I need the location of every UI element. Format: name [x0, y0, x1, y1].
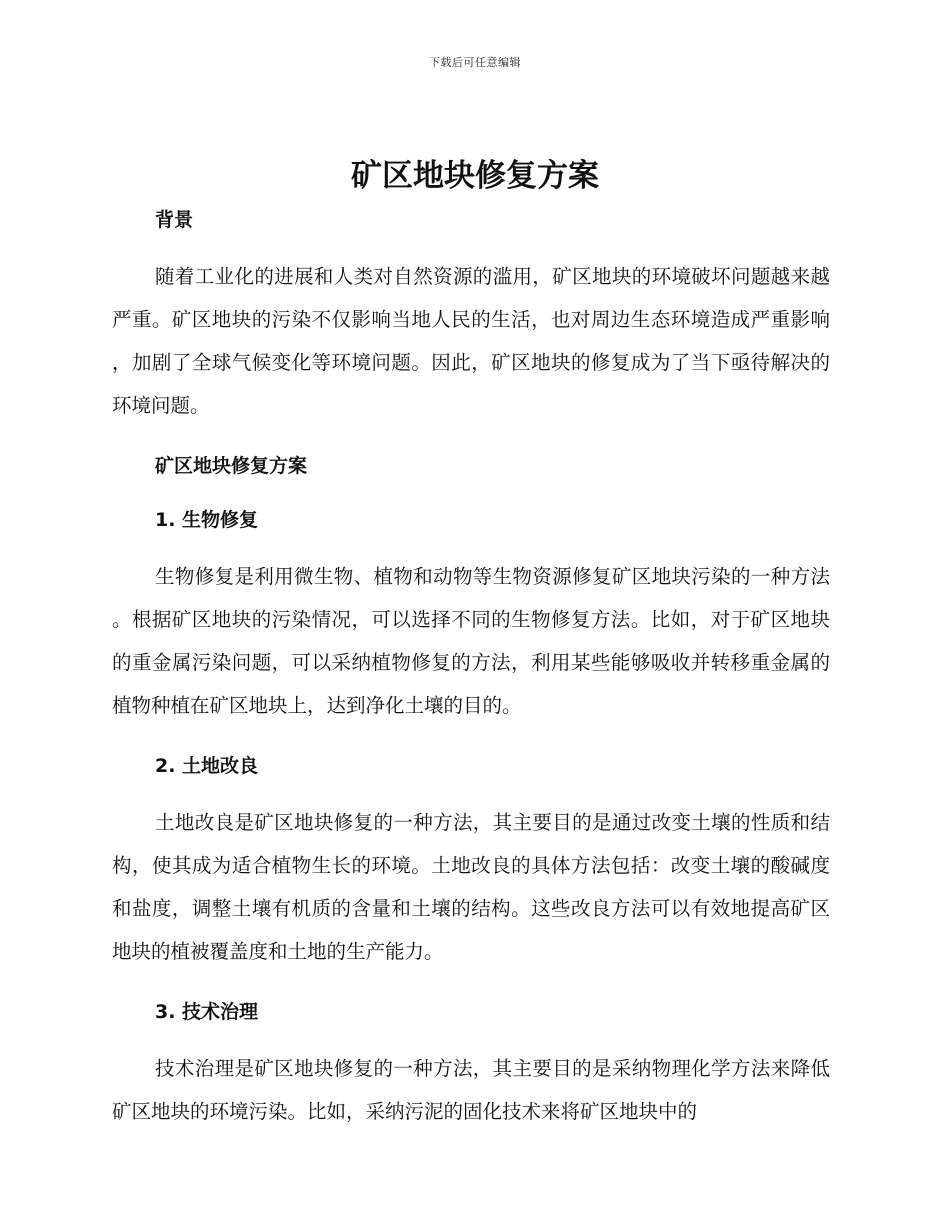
- paragraph-bio-remediation: 生物修复是利用微生物、植物和动物等生物资源修复矿区地块污染的一种方法。根据矿区地块的污染情况，可以选择不同的生物修复方法。比如，对于矿区地块的重金属污染问题，可以采纳植物修复的方法，利用某些能够吸收并转移重金属的植物种植在矿区地块上，达到净化土壤的目的。: [112, 565, 830, 717]
- section-heading-tech-treatment: 3. 技术治理: [155, 1001, 259, 1023]
- header-note: 下载后可任意编辑: [429, 56, 521, 69]
- section-heading-plan: 矿区地块修复方案: [155, 455, 308, 477]
- document-body: [112, 206, 830, 1133]
- section-heading-background: 背景: [155, 209, 194, 231]
- paragraph-tech-treatment: 技术治理是矿区地块修复的一种方法，其主要目的是采纳物理化学方法来降低矿区地块的环境污染。比如，采纳污泥的固化技术来将矿区地块中的: [112, 1057, 830, 1123]
- paragraph-background: 随着工业化的进展和人类对自然资源的滥用，矿区地块的环境破坏问题越来越严重。矿区地块的污染不仅影响当地人民的生活，也对周边生态环境造成严重影响，加剧了全球气候变化等环境问题。因此，矿区地块的修复成为了当下亟待解决的环境问题。: [112, 265, 830, 417]
- document-title: 矿区地块修复方案: [351, 158, 599, 194]
- section-heading-bio-remediation: 1. 生物修复: [155, 509, 259, 531]
- section-heading-land-improvement: 2. 土地改良: [155, 755, 259, 777]
- paragraph-land-improvement: 土地改良是矿区地块修复的一种方法，其主要目的是通过改变土壤的性质和结构，使其成为适合植物生长的环境。土地改良的具体方法包括：改变土壤的酸碱度和盐度，调整土壤有机质的含量和土壤的结构。这些改良方法可以有效地提高矿区地块的植被覆盖度和土地的生产能力。: [112, 811, 830, 963]
